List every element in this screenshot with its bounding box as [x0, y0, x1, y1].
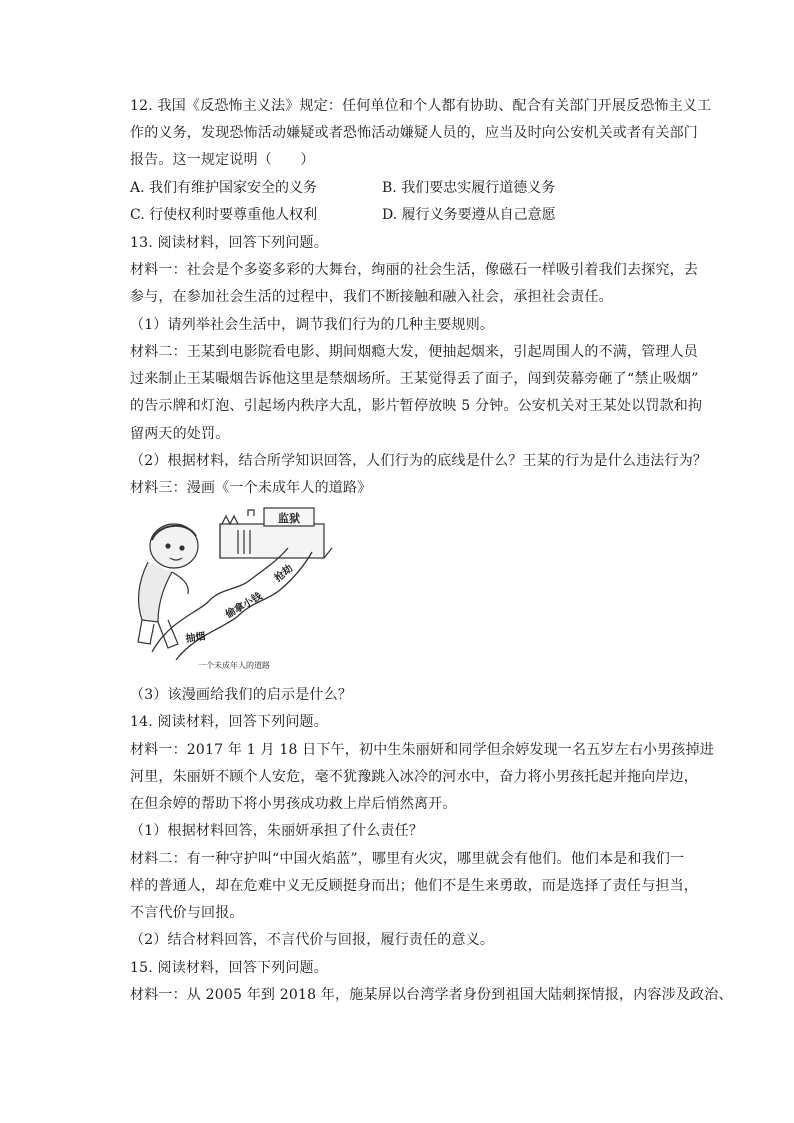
- q13-material-1-line-1: 材料一：社会是个多姿多彩的大舞台，绚丽的社会生活，像磁石一样吸引着我们去探究，去: [130, 262, 698, 278]
- q13-material-2-line-2: 过来制止王某嘬烟告诉他这里是禁烟场所。王某觉得丢了面子，闯到荧幕旁砸了“禁止吸烟”: [130, 371, 699, 387]
- q14-material-1-line-3: 在但余婷的帮助下将小男孩成功救上岸后悄然离开。: [130, 796, 457, 812]
- q12-option-d: D. 履行义务要遵从自己意愿: [382, 207, 556, 223]
- q13-material-2-line-4: 留两天的处罚。: [130, 426, 230, 442]
- road-label-2: 偷拿小钱: [224, 591, 265, 621]
- q13-material-1-line-2: 参与，在参加社会生活的过程中，我们不断接触和融入社会，承担社会责任。: [130, 289, 613, 305]
- cartoon-minor-road: [128, 502, 340, 672]
- road-label-1: 抽烟: [184, 631, 207, 645]
- road-label-3: 抢劫: [272, 563, 296, 585]
- prison-label: 监狱: [278, 512, 300, 525]
- q12-option-b: B. 我们要忠实履行道德义务: [382, 180, 556, 196]
- q12-stem-line-1: 12. 我国《反恐怖主义法》规定：任何单位和个人都有协助、配合有关部门开展反恐怖主义工: [130, 98, 712, 114]
- q12-option-c: C. 行使权利时要尊重他人权利: [130, 207, 318, 223]
- q13-material-3-title: 材料三：漫画《一个未成年人的道路》: [130, 480, 372, 496]
- q13-material-2-line-3: 的告示牌和灯泡、引起场内秩序大乱，影片暂停放映 5 分钟。公安机关对王某处以罚款和拘: [130, 398, 703, 414]
- boy-figure: [138, 524, 198, 648]
- q12-stem-line-3: 报告。这一规定说明（ ）: [130, 152, 315, 168]
- q13-subquestion-1: （1）请列举社会生活中，调节我们行为的几种主要规则。: [130, 317, 495, 333]
- q14-material-1-line-2: 河里，朱丽妍不顾个人安危，毫不犹豫跳入冰冷的河水中，奋力将小男孩托起并拖向岸边，: [130, 769, 698, 785]
- q14-subquestion-2: （2）结合材料回答，不言代价与回报，履行责任的意义。: [130, 932, 495, 948]
- q13-subquestion-3: （3）该漫画给我们的启示是什么？: [130, 687, 353, 703]
- q15-material-1-line-1: 材料一：从 2005 年到 2018 年，施某屏以台湾学者身份到祖国大陆刺探情报，内容涉及政治、: [130, 987, 733, 1003]
- q14-subquestion-1: （1）根据材料回答，朱丽妍承担了什么责任？: [130, 823, 424, 839]
- cartoon-caption: 一个未成年人的道路: [198, 661, 270, 670]
- q14-material-2-line-3: 不言代价与回报。: [130, 905, 244, 921]
- q14-title: 14. 阅读材料，回答下列问题。: [130, 714, 328, 730]
- q13-material-2-line-1: 材料二：王某到电影院看电影、期间烟瘾大发，便抽起烟来，引起周围人的不满，管理人员: [130, 344, 698, 360]
- q14-material-2-line-1: 材料二：有一种守护叫“中国火焰蓝”，哪里有火灾，哪里就会有他们。他们本是和我们一: [130, 851, 685, 867]
- prison-illustration: [220, 508, 332, 558]
- q13-title: 13. 阅读材料，回答下列问题。: [130, 235, 328, 251]
- q13-subquestion-2: （2）根据材料，结合所学知识回答，人们行为的底线是什么？王某的行为是什么违法行为？: [130, 453, 708, 469]
- q14-material-1-line-1: 材料一：2017 年 1 月 18 日下午，初中生朱丽妍和同学但余婷发现一名五岁左右小男孩掉进: [130, 742, 714, 758]
- q12-option-a: A. 我们有维护国家安全的义务: [130, 180, 318, 196]
- q14-material-2-line-2: 样的普通人，却在危难中义无反顾挺身而出；他们不是生来勇敢，而是选择了责任与担当，: [130, 878, 698, 894]
- q12-stem-line-2: 作的义务，发现恐怖活动嫌疑或者恐怖活动嫌疑人员的，应当及时向公安机关或者有关部门: [130, 125, 698, 141]
- q15-title: 15. 阅读材料，回答下列问题。: [130, 960, 328, 976]
